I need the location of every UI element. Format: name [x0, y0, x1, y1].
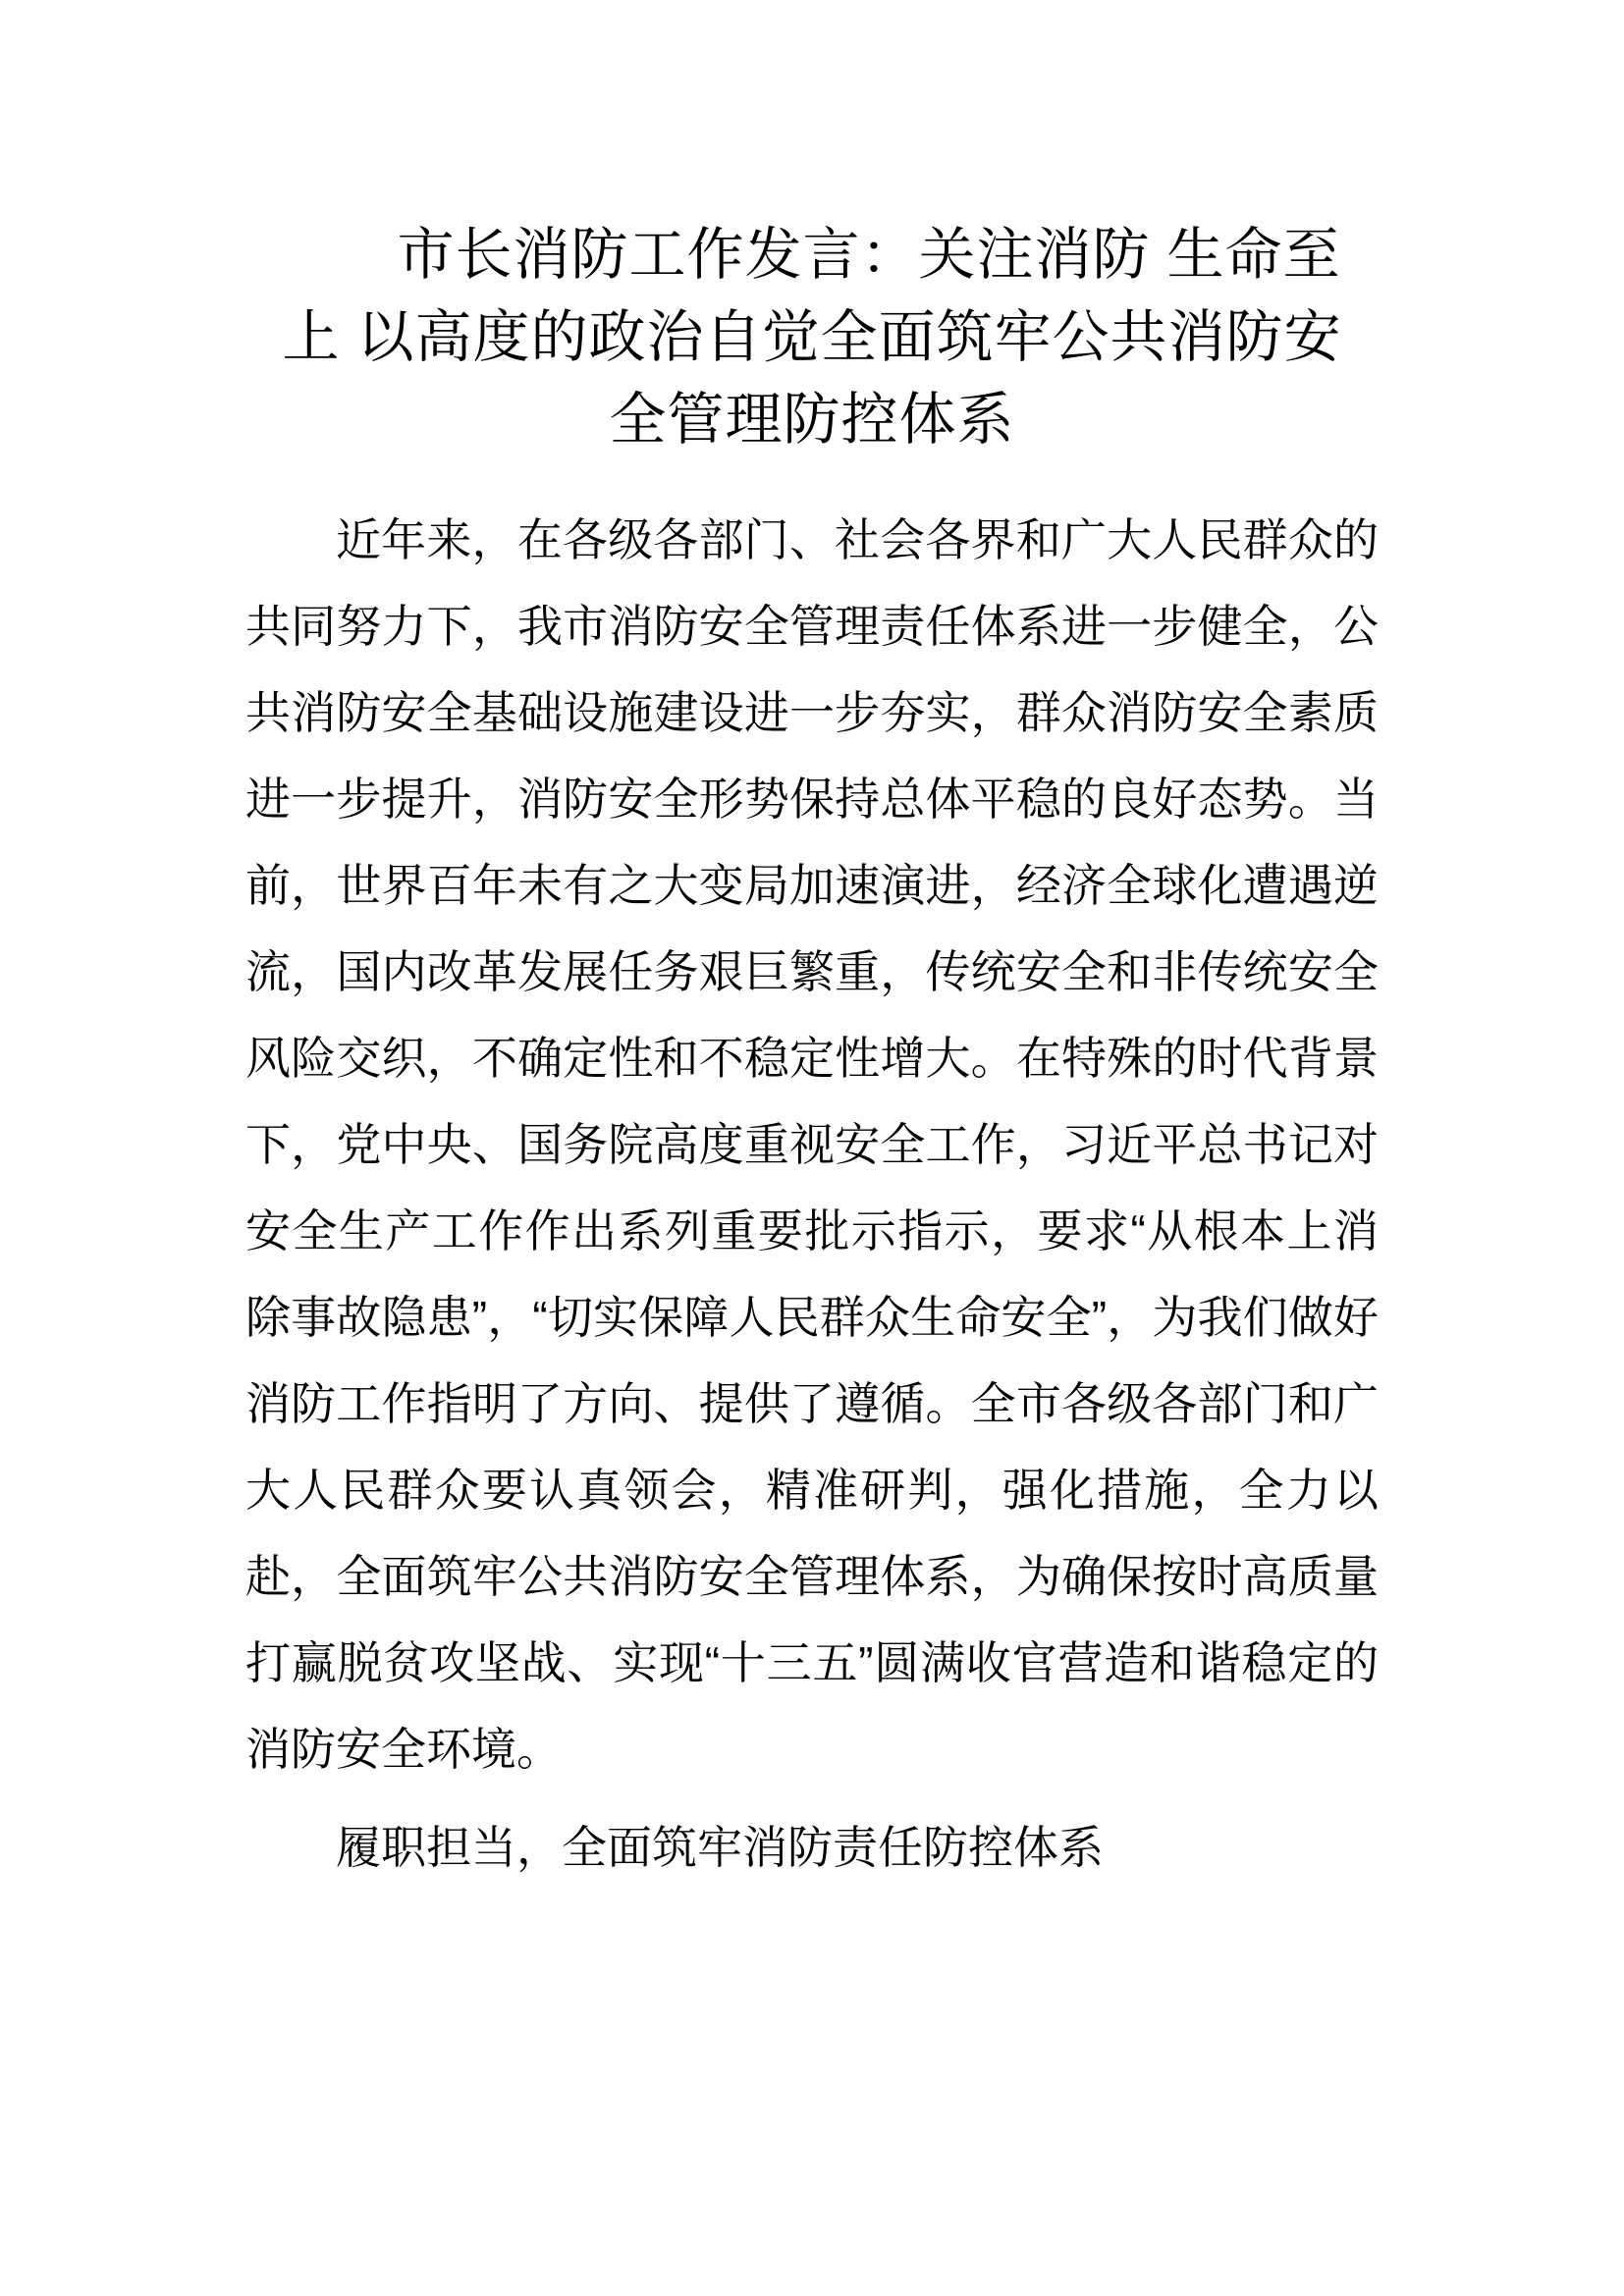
page-title	[245, 214, 1379, 461]
body-paragraph: 近年来，在各级各部门、社会各界和广大人民群众的共同努力下，我市消防安全管理责任体系进一步健全，公共消防安全基础设施建设进一步夯实，群众消防安全素质进一步提升，消防安全形势保持总体平稳的良好态势。当前，世界百年未有之大变局加速演进，经济全球化遭遇逆流，国内改革发展任务艰巨繁重，传统安全和非传统安全风险交织，不确定性和不稳定性增大。在特殊的时代背景下，党中央、国务院高度重视安全工作，习近平总书记对安全生产工作作出系列重要批示指示，要求“从根本上消除事故隐患”，“切实保障人民群众生命安全”，为我们做好消防工作指明了方向、提供了遵循。全市各级各部门和广大人民群众要认真领会，精准研判，强化措施，全力以赴，全面筑牢公共消防安全管理体系，为确保按时高质量打赢脱贫攻坚战、实现“十三五”圆满收官营造和谐稳定的消防安全环境。	[245, 514, 1379, 1775]
title-line-1: 市长消防工作发言：关注消防 生命至	[397, 223, 1341, 287]
title-line-3: 全管理防控体系	[609, 388, 1015, 452]
section-heading: 履职担当，全面筑牢消防责任防控体系	[336, 1822, 1104, 1873]
title-line-2: 上 以高度的政治自觉全面筑牢公共消防安	[282, 305, 1342, 369]
